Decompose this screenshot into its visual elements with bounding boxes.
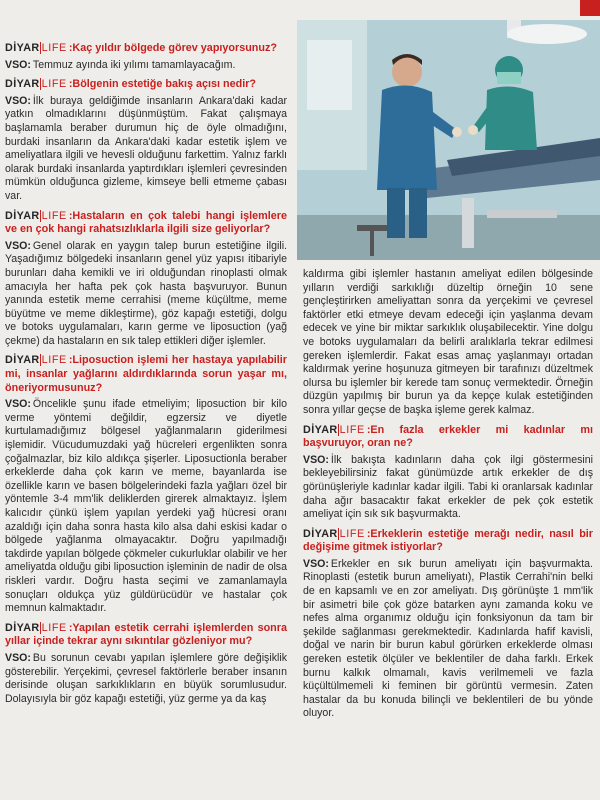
answer-paragraph xyxy=(5,240,287,349)
speaker-label: VSO: xyxy=(303,453,329,466)
brand-logo: DİYAR LIFE xyxy=(5,621,67,634)
question-heading xyxy=(5,42,287,56)
speaker-label: VSO: xyxy=(5,239,31,252)
question-text: :Liposuction işlemi her hastaya yapılabilir mi, insanlar yağlarını aldırdıklarında sorun yaşar mı, öneriyormusunuz? xyxy=(5,354,287,394)
answer-text: İlk buraya geldiğimde insanların Ankara'daki kadar yatkın olmadıklarını düşünmüştüm. Fakat çalışmaya başlamamla beraber durumun hiç de öyle olmadığını, burdaki insanların da Ankara'daki kadar estetik işlem ve ameliyatlara ilgili ve hevesli olduğunu farkettim. Yalnız farklı olarak burdaki insanlarda yaptırdıkları işlemleri çevresinden mümkün olduğunca gizleme, kimseye belli etmeme çabası var. xyxy=(5,94,287,202)
brand-logo: DİYAR LIFE xyxy=(5,42,67,54)
question-heading xyxy=(5,622,287,649)
brand-logo: DİYAR LIFE xyxy=(5,209,67,222)
speaker-label: VSO: xyxy=(5,398,31,411)
question-heading xyxy=(5,354,287,395)
speaker-label: VSO: xyxy=(303,557,329,570)
surgery-photo xyxy=(297,20,600,260)
brand-logo: DİYAR LIFE xyxy=(5,354,67,367)
brand-logo: DİYAR LIFE xyxy=(5,78,67,91)
speaker-label: VSO: xyxy=(5,94,31,107)
answer-paragraph xyxy=(303,558,593,721)
answer-text: İlk bakışta kadınların daha çok ilgi göstermesini bekleyebilirsiniz fakat günümüzde artık erkekler de dış görünüşleriyle kadınlar kadar ilgili. Tabi ki oranlarsak kadınlar daha ağır basacaktır fakat erkekler de pek çok estetik ameliyat için sık sık başvurmakta. xyxy=(303,453,593,521)
answer-text: Öncelikle şunu ifade etmeliyim; liposuction bir kilo verme yöntemi değildir, egzersiz ve diyetle kurtulamadığımız bölgesel yağlanmaların giderilmesi işlemidir. Vücudumuzdaki yağ hücreleri ergenlikten sonra çoğalmazlar, biz kilo aldıkça şişerler. Liposuctionla beraber erkeklerde daha çok karın ve meme, bayanlarda ise özellikle karın ve basen bölgelerindeki fazla yağları özel bir yöntemle 3-4 mm'lik deliklerden girerek almaktayız. İşlem kalıcıdır çünkü işlem yapılan yerdeki yağ hücresi oranı azaldığı için daha sonra hasta kilo alsa dahi eskisi kadar o bölgede yağlanma olmayacaktır. Doğru yapılmadığı takdirde yapılan bölgede çökmeler cukurluklar olabilir ve her ameliyatda olduğu gibi liposuction işleminin de nadir de olsa riskleri vardır. Doğru hasta seçimi ve zamanlamayla sonuçları oldukça yüz güldürücüdür ve hastalar çok memnun kalmaktadır. xyxy=(5,398,287,615)
answer-paragraph xyxy=(5,59,287,73)
left-column xyxy=(5,38,287,712)
corner-mark xyxy=(580,0,600,16)
continuation-paragraph: kaldırma gibi işlemler hastanın ameliyat edilen bölgesinde yılların verdiği sarkıklığı düzeltip örneğin 10 sene gençleştirirken ameliyattan sonra da yerçekimi ve çevresel faktörler etki etmeye devam edeceği için yaşlanma devam edecek ve yine bir miktar sarkıklık oluşabilecektir. Yine dolgu ve botoks uygulamaları da belirli aralıklarla tekrar edilmesi gereken işlemlerdir. Fakat esas amaç yaşlanmayı ortadan kaldırmak yerine hoşunuza gitmeyen bir tarafınızı düzeltmek olursa bu işlemler bir kerede tam sonuç vermektedir. Örneğin düzgün yapılmış bir burun ya da kepçe kulak estetiğinden sonra yıllar geçse de başka işleme gerek kalmaz. xyxy=(303,268,593,416)
surgery-illustration xyxy=(297,20,600,260)
question-text: :Bölgenin estetiğe bakış açısı nedir? xyxy=(68,78,257,91)
answer-paragraph xyxy=(5,652,287,706)
question-heading xyxy=(303,424,593,451)
answer-paragraph xyxy=(5,95,287,204)
answer-text: Genel olarak en yaygın talep burun estetiğine ilgili. Yaşadığımız bölgedeki insanların genel yüz yapısı itibariyle burunları daha kemikli ve iri olduğundan rinoplasti olmak amacıyla her hafta pek çok hasta başvuruyor. Bunun yanında estetik meme cerrahisi (meme küçültme, meme büyütme ve meme dikleştirme), göz kapağı estetiği, dolgu ve botoks uygulamaları, karın germe ve liposuction (yağ çekme) da hastaların en sık talep ettikleri diğer işlemler. xyxy=(5,239,287,347)
question-text: :Hastaların en çok talebi hangi işlemlere ve en çok hangi rahatsızlıklarla ilgili size geliyorlar? xyxy=(5,209,287,236)
brand-logo: DİYAR LIFE xyxy=(303,527,365,540)
question-heading xyxy=(303,528,593,555)
answer-paragraph xyxy=(5,398,287,616)
question-heading xyxy=(5,210,287,237)
question-text: :En fazla erkekler mi kadınlar mı başvuruyor, oran ne? xyxy=(303,423,593,450)
question-text: :Kaç yıldır bölgede görev yapıyorsunuz? xyxy=(68,42,277,54)
speaker-label: VSO: xyxy=(5,651,31,664)
right-column xyxy=(303,268,593,727)
speaker-label: VSO: xyxy=(5,58,31,71)
answer-text: Erkekler en sık burun ameliyatı için başvurmakta. Rinoplasti (estetik burun ameliyatı), Plastik Cerrahi'nin belki de en kapsamlı ve en zor ameliyatı. Dış görünüşte 1 mm'lik bir asimetri bile çok göze batarken aynı zamanda koku ve nefes alma organımız olduğu için fonksiyonun da tam bir şekilde sağlanması gerekmektedir. Kadınlarda hafif kavisli, doğal ve narin bir burun kabul görürken erkeklerde olması gereken estetik ölçüler ve beklentiler de daha farklı. Erkek burnu kalkık olmamalı, kavis verilmemeli ve fazla küçültülmemeli ki feminen bir görüntü vermesin. Zaten hastalar da bu konuda bilinçli ve beklentileri de bu yönde oluyor. xyxy=(303,557,593,720)
answer-text: Temmuz ayında iki yılımı tamamlayacağım. xyxy=(32,58,236,71)
answer-paragraph xyxy=(303,454,593,522)
answer-text: Bu sorunun cevabı yapılan işlemlere göre değişiklik gösterebilir. Yerçekimi, çevresel faktörlerle beraber insanın derisinde oluşan sarkıklıkların en büyük sorumlusudur. Dolayısıyla bir göz kapağı estetiği, yüz germe ya da kaş xyxy=(5,651,287,705)
question-heading xyxy=(5,78,287,92)
question-text: :Erkeklerin estetiğe merağı nedir, nasıl bir değişime gitmek istiyorlar? xyxy=(303,527,593,554)
brand-logo: DİYAR LIFE xyxy=(303,423,365,436)
question-text: :Yapılan estetik cerrahi işlemlerden sonra yıllar içinde tekrar aynı sıkıntılar gözleniyor mu? xyxy=(5,621,287,648)
